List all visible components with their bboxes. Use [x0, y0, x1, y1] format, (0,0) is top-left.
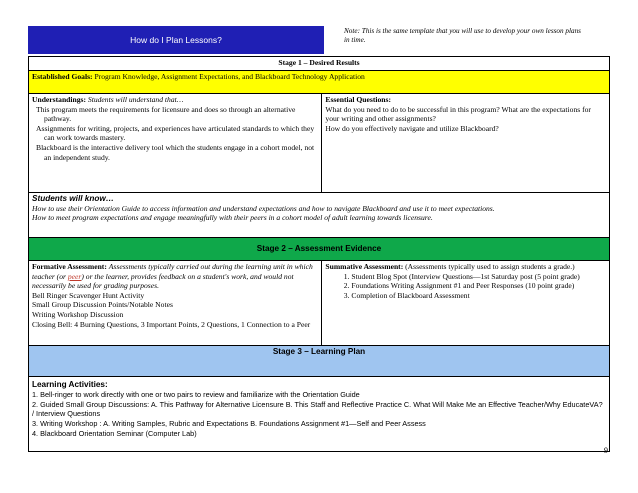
stage3-heading: Stage 3 – Learning Plan — [29, 346, 610, 377]
goals-label: Established Goals: — [32, 72, 93, 81]
understandings-intro: Students will understand that… — [87, 95, 184, 104]
activity-item: 2. Guided Small Group Discussions: A. This Pathway for Alternative Licensure B. This Staff and Reflective Practice C. What Will Make Me an Effective Teacher/Why EducateVA? / Interview Questions — [32, 399, 603, 419]
stage2-heading-row — [29, 238, 610, 261]
formative-item: Small Group Discussion Points/Notable Notes — [32, 300, 173, 310]
formative-item: Bell Ringer Scavenger Hunt Activity — [32, 290, 145, 300]
formative-assessment-cell — [29, 261, 322, 346]
learning-activities-row — [29, 377, 610, 452]
essential-questions-cell — [322, 94, 610, 193]
summative-intro: (Assessments typically used to assign students a grade.) — [405, 262, 575, 271]
formative-intro-b: ) or the learner, provides feedback on a student's work, and would not necessarily be used for grading purposes. — [32, 271, 294, 291]
summative-item: 3. Completion of Blackboard Assessment — [351, 291, 606, 301]
learning-activities-cell — [29, 377, 610, 452]
established-goals — [29, 71, 610, 94]
formative-item: Closing Bell: 4 Burning Questions, 3 Important Points, 2 Questions, 1 Connection to a Peer — [32, 319, 311, 329]
formative-label: Formative Assessment: — [32, 262, 107, 271]
template-note: Note: This is the same template that you will use to develop your own lesson plans in time. — [344, 27, 581, 44]
understandings-row — [29, 94, 610, 193]
students-know-cell — [29, 193, 610, 238]
stage2-heading: Stage 2 – Assessment Evidence — [29, 238, 610, 261]
formative-item: Writing Workshop Discussion — [32, 309, 124, 319]
lesson-plan-table — [28, 56, 610, 452]
essential-questions-text: What do you need to do to be successful in this program? What are the expectations for your writing and other assignments? — [325, 104, 591, 124]
stage3-heading-row — [29, 346, 610, 377]
stage1-heading: Stage 1 – Desired Results — [29, 57, 610, 71]
activity-item: 3. Writing Workshop : A. Writing Samples, Rubric and Expectations B. Foundations Assignment #1—Self and Peer Assess — [32, 419, 426, 429]
page-title-box — [28, 26, 324, 54]
learning-activities-label: Learning Activities: — [32, 380, 108, 389]
peer-link[interactable]: peer — [67, 271, 82, 281]
summative-item: 1. Student Blog Spot (Interview Questions—1st Saturday post (5 point grade) — [351, 272, 606, 282]
stage1-heading-row — [29, 57, 610, 71]
essential-questions-text-2: How do you effectively navigate and utilize Blackboard? — [325, 123, 499, 133]
students-know-label: Students will know… — [32, 194, 114, 203]
students-know-text-1: How to use their Orientation Guide to access information and understand expectations and how to navigate Blackboard and use it to meet expectations. — [32, 203, 495, 213]
understanding-item: Blackboard is the interactive delivery tool which the students engage in a cohort model, not an independent study. — [36, 142, 315, 162]
activity-item: 4. Blackboard Orientation Seminar (Computer Lab) — [32, 428, 197, 438]
formative-intro-a: Assessments typically carried out during the learning unit in which teacher (or — [32, 262, 313, 281]
summative-label: Summative Assessment: — [325, 262, 404, 271]
summative-item: 2. Foundations Writing Assignment #1 and Peer Responses (10 point grade) — [351, 281, 606, 291]
understandings-cell — [29, 94, 322, 193]
understandings-label: Understandings: — [32, 95, 87, 104]
goals-text: Program Knowledge, Assignment Expectations, and Blackboard Technology Application — [94, 72, 365, 81]
students-know-text-2: How to meet program expectations and engage meaningfully with their peers in a cohort model of adult learning towards licensure. — [32, 213, 433, 223]
students-know-row — [29, 193, 610, 238]
understanding-item: Assignments for writing, projects, and experiences have articulated standards to which they can work towards mastery. — [36, 123, 315, 143]
summative-assessment-cell — [322, 261, 610, 346]
activity-item: 1. Bell-ringer to work directly with one or two pairs to review and familiarize with the Orientation Guide — [32, 389, 360, 399]
assessment-row — [29, 261, 610, 346]
summative-list — [325, 272, 606, 301]
understanding-item: This program meets the requirements for licensure and does so through an alternative pathway. — [36, 104, 296, 124]
page-number: 9 — [604, 446, 608, 455]
goals-row — [29, 71, 610, 94]
essential-questions-label: Essential Questions: — [325, 95, 392, 104]
page-title: How do I Plan Lessons? — [130, 35, 222, 45]
